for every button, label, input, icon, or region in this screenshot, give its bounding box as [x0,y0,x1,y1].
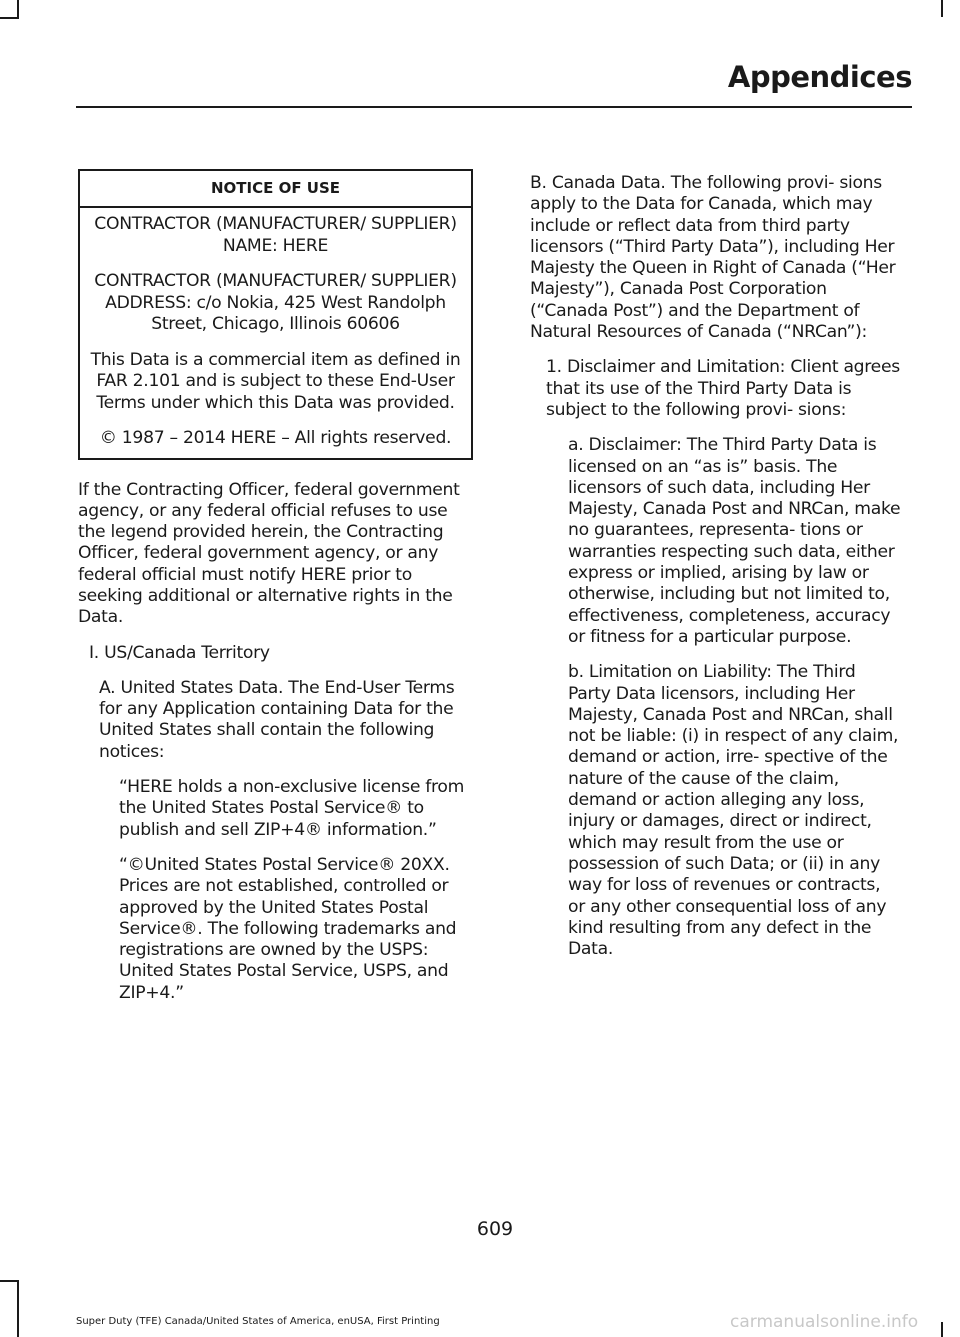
section-b-paragraph: B. Canada Data. The following provi- sions apply to the Data for Canada, which may include or reflect data from third party licensors (“Third Party Data”), including Her Majesty the Queen in Right of Canada (“Her Majesty”), Canada Post Corporation (“Canada Post”) and the Department of Natural Resources of Canada (“NRCan”): [530,173,896,343]
crop-mark-top-right [941,0,943,17]
crop-mark-top-left-h [0,17,19,19]
item-b-limitation: b. Limitation on Liability: The Third Party Data licensors, including Her Majesty, Canada Post and NRCan, shall not be liable: (i) in respect of any claim, demand or action, irre- spective of the nature of the cause of the claim, demand or action alleging any loss, injury or damages, direct or indirect, which may result from the use or possession of such Data; or (ii) in any way for loss of revenues or contracts, or any other consequential loss of any kind resulting from any defect in the Data. [568,662,899,960]
crop-mark-top-left [17,0,19,17]
usps-quote-2: “©United States Postal Service® 20XX. Prices are not established, controlled or approved by the United States Postal Service®. The following trademarks and registrations are owned by the USPS: United States Postal Service, USPS, and ZIP+4.” [119,854,457,1003]
notice-contractor-name: CONTRACTOR (MANUFACTURER/ SUPPLIER) NAME: HERE [94,214,457,256]
left-column [78,169,473,1018]
item-1-paragraph: 1. Disclaimer and Limitation: Client agrees that its use of the Third Party Data is subject to the following provi- sions: [546,357,900,420]
right-column [530,173,902,974]
crop-mark-bottom-right [941,1322,943,1337]
page-number: 609 [476,1218,514,1240]
crop-mark-bottom-left-v [17,1280,19,1337]
notice-body [80,208,471,458]
section-i-heading: I. US/Canada Territory [89,642,270,663]
usps-quote-1: “HERE holds a non-exclusive license from the United States Postal Service® to publish and sell ZIP+4® information.” [119,777,465,840]
notice-contractor-address: CONTRACTOR (MANUFACTURER/ SUPPLIER) ADDRESS: c/o Nokia, 425 West Randolph Street, Chicago, Illinois 60606 [94,271,457,334]
notice-of-use-box [78,169,473,460]
header-rule [76,106,912,108]
page-title: Appendices [727,60,912,94]
item-a-disclaimer: a. Disclaimer: The Third Party Data is licensed on an “as is” basis. The licensors of such data, including Her Majesty, Canada Post and NRCan, make no guarantees, representa- tions or warranties respecting such data, either express or implied, arising by law or otherwise, including but not limited to, effectiveness, completeness, accuracy or fitness for a particular purpose. [568,435,901,647]
watermark-text: carmanualsonline.info [730,1312,919,1332]
section-a-paragraph: A. United States Data. The End-User Terms for any Application containing Data for the United States shall contain the following notices: [99,677,455,762]
notice-heading: NOTICE OF USE [80,171,471,208]
notice-commercial-item: This Data is a commercial item as defined in FAR 2.101 and is subject to these End-User Terms under which this Data was provided. [90,349,461,413]
footer-text: Super Duty (TFE) Canada/United States of America, enUSA, First Printing [76,1316,440,1327]
intro-paragraph: If the Contracting Officer, federal government agency, or any federal official refuses to use the legend provided herein, the Contracting Officer, federal government agency, or any federal official must notify HERE prior to seeking additional or alternative rights in the Data. [78,479,460,628]
notice-copyright: © 1987 – 2014 HERE – All rights reserved. [99,428,452,448]
